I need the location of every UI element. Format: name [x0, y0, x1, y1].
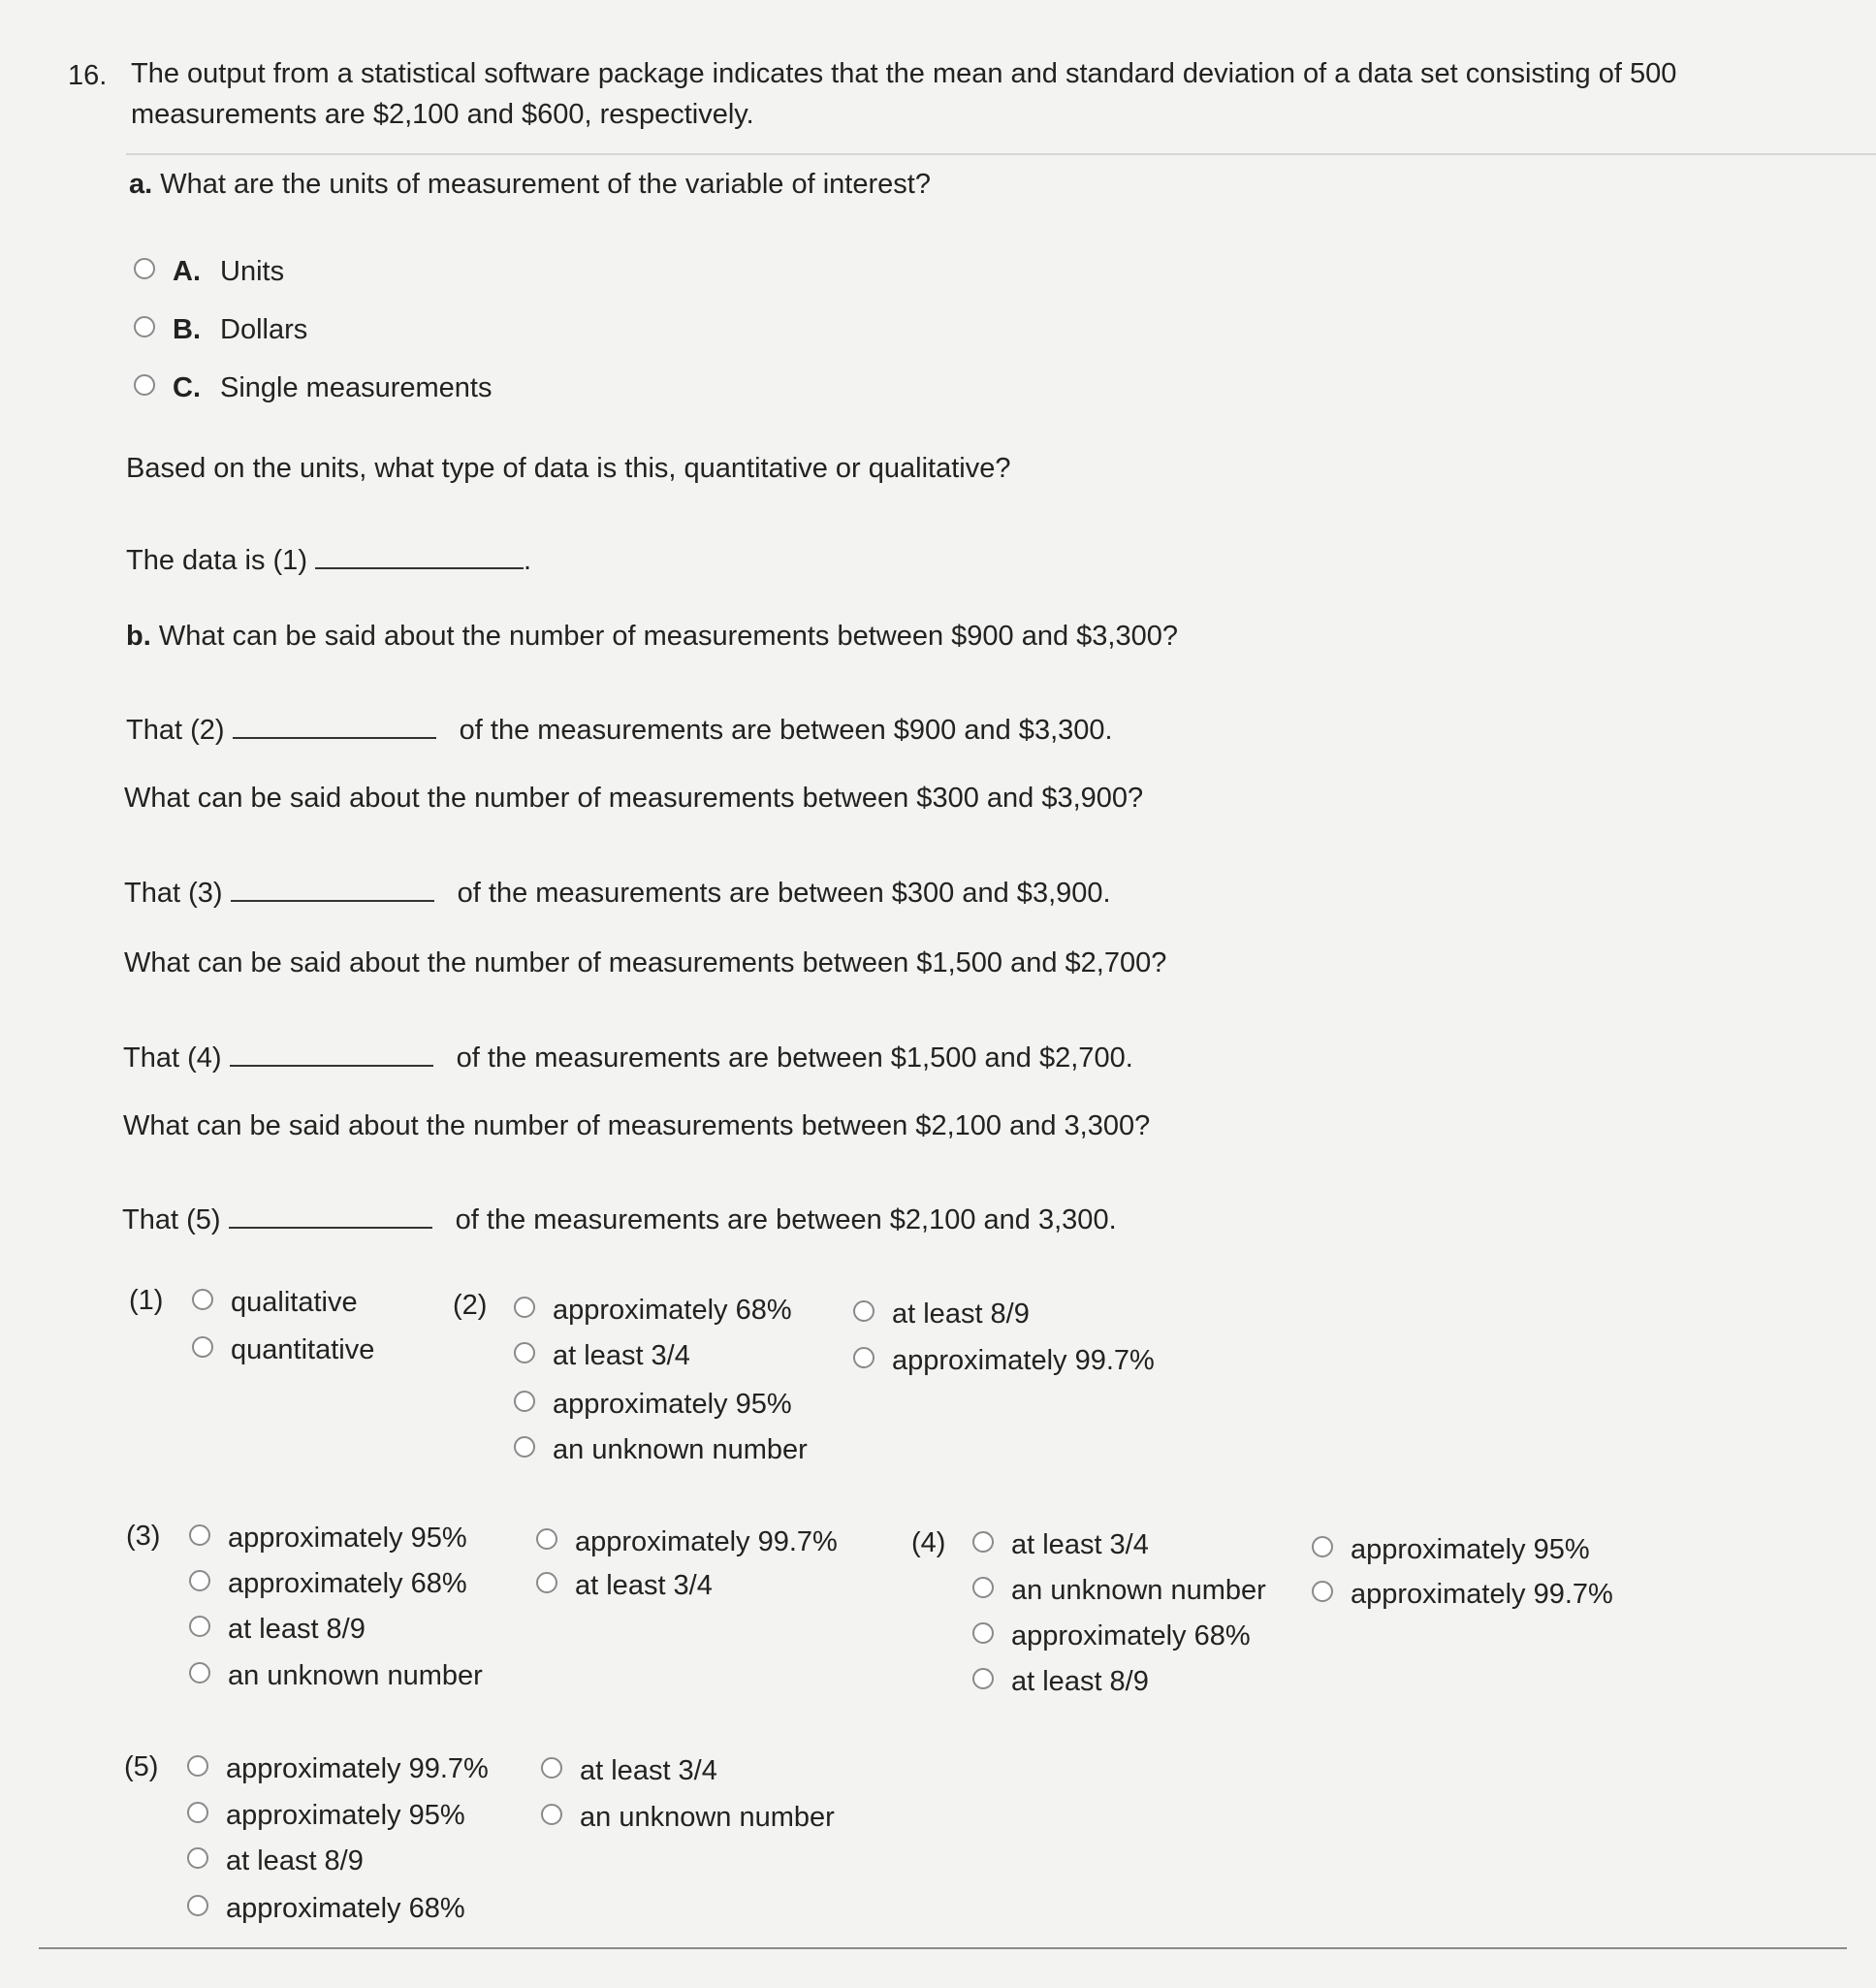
part-a-prompt: [129, 167, 931, 202]
radio-circle-icon[interactable]: [187, 1895, 208, 1916]
radio-circle-icon[interactable]: [134, 374, 155, 396]
choice-4-opt[interactable]: [972, 1619, 1251, 1653]
choice-3-opt[interactable]: [189, 1521, 467, 1555]
radio-circle-icon[interactable]: [134, 258, 155, 279]
choice-text: approximately 68%: [226, 1893, 465, 1924]
part-a-followup: Based on the units, what type of data is this, quantitative or qualitative?: [126, 453, 1011, 484]
choice-text: at least 8/9: [226, 1845, 364, 1876]
choice-text: at least 3/4: [553, 1340, 690, 1371]
choice-2-opt[interactable]: [514, 1338, 690, 1373]
radio-circle-icon[interactable]: [187, 1755, 208, 1777]
header-divider: [126, 153, 1876, 155]
choice-text: an unknown number: [1011, 1575, 1266, 1606]
blank-4-suffix: of the measurements are between $1,500 and $2,700.: [456, 1042, 1133, 1074]
radio-circle-icon[interactable]: [1312, 1536, 1333, 1557]
question-range-1500-2700: What can be said about the number of measurements between $1,500 and $2,700?: [124, 947, 1167, 978]
choice-text: at least 8/9: [228, 1614, 366, 1645]
blank-5-line: [122, 1202, 1117, 1237]
choice-text: at least 3/4: [575, 1570, 713, 1601]
choice-text: approximately 68%: [1011, 1620, 1251, 1651]
choice-text: approximately 95%: [228, 1523, 467, 1554]
choice-text: approximately 99.7%: [892, 1345, 1155, 1376]
choice-2-opt[interactable]: [514, 1432, 808, 1467]
option-text: Dollars: [220, 314, 308, 345]
radio-circle-icon[interactable]: [972, 1531, 994, 1553]
radio-circle-icon[interactable]: [514, 1391, 535, 1412]
choice-2-opt[interactable]: [514, 1293, 792, 1328]
choice-5-opt[interactable]: [187, 1751, 489, 1786]
radio-circle-icon[interactable]: [189, 1570, 210, 1591]
radio-circle-icon[interactable]: [972, 1668, 994, 1689]
choice-5-opt[interactable]: [187, 1891, 465, 1926]
choice-text: at least 8/9: [1011, 1666, 1149, 1697]
choice-text: an unknown number: [553, 1434, 808, 1465]
radio-circle-icon[interactable]: [514, 1436, 535, 1458]
blank-3-suffix: of the measurements are between $300 and $3,900.: [457, 878, 1111, 909]
choice-text: approximately 68%: [553, 1295, 792, 1326]
radio-circle-icon[interactable]: [972, 1622, 994, 1644]
choice-text: approximately 99.7%: [1351, 1579, 1613, 1610]
choice-text: approximately 95%: [1351, 1534, 1590, 1565]
choice-text: approximately 95%: [553, 1389, 792, 1420]
blank-2-prefix: That (2): [126, 715, 225, 746]
part-a-label: a.: [129, 169, 153, 200]
choice-text: approximately 95%: [226, 1800, 465, 1831]
radio-circle-icon[interactable]: [514, 1297, 535, 1318]
radio-circle-icon[interactable]: [189, 1616, 210, 1637]
option-c[interactable]: [134, 370, 492, 405]
choice-3-opt[interactable]: [536, 1568, 713, 1603]
choice-3-opt[interactable]: [189, 1566, 467, 1601]
radio-circle-icon[interactable]: [192, 1336, 213, 1358]
choice-4-opt[interactable]: [972, 1527, 1149, 1562]
choice-text: at least 8/9: [892, 1299, 1030, 1330]
blank-2-suffix: of the measurements are between $900 and $3,300.: [459, 715, 1113, 746]
choice-group-1-label: (1): [129, 1285, 164, 1316]
option-letter: A.: [173, 256, 201, 287]
blank-5[interactable]: [229, 1203, 432, 1229]
choice-text: approximately 68%: [228, 1568, 467, 1599]
choice-1-quantitative[interactable]: [192, 1332, 374, 1367]
choice-4-opt[interactable]: [972, 1573, 1266, 1608]
choice-3-opt[interactable]: [189, 1612, 366, 1647]
part-b-prompt: [126, 619, 1178, 654]
choice-text: an unknown number: [228, 1660, 483, 1691]
blank-3-prefix: That (3): [124, 878, 223, 909]
radio-circle-icon[interactable]: [134, 316, 155, 337]
blank-5-prefix: That (5): [122, 1204, 221, 1235]
choice-5-opt[interactable]: [541, 1753, 717, 1788]
radio-circle-icon[interactable]: [189, 1524, 210, 1546]
option-b[interactable]: [134, 312, 307, 347]
radio-circle-icon[interactable]: [189, 1662, 210, 1683]
bottom-divider: [39, 1947, 1847, 1949]
part-a-question: What are the units of measurement of the variable of interest?: [160, 169, 931, 200]
radio-circle-icon[interactable]: [853, 1300, 874, 1322]
blank-4-prefix: That (4): [123, 1042, 222, 1074]
radio-circle-icon[interactable]: [187, 1847, 208, 1869]
option-letter: C.: [173, 372, 201, 403]
option-text: Single measurements: [220, 372, 493, 403]
blank-2[interactable]: [233, 714, 436, 739]
choice-text: at least 3/4: [580, 1755, 717, 1786]
choice-2-opt[interactable]: [853, 1297, 1030, 1331]
question-stem-line1: The output from a statistical software package indicates that the mean and standard deviation of a data set consisting of 500: [131, 58, 1677, 89]
blank-3-line: [124, 876, 1111, 911]
choice-text: qualitative: [231, 1287, 358, 1318]
option-letter: B.: [173, 314, 201, 345]
choice-group-2-label: (2): [453, 1290, 488, 1321]
choice-group-3-label: (3): [126, 1521, 161, 1552]
radio-circle-icon[interactable]: [853, 1347, 874, 1368]
choice-4-opt[interactable]: [972, 1664, 1149, 1699]
blank-4[interactable]: [230, 1042, 433, 1067]
radio-circle-icon[interactable]: [192, 1289, 213, 1310]
blank-4-line: [123, 1041, 1133, 1075]
choice-2-opt[interactable]: [853, 1343, 1155, 1378]
blank-1[interactable]: [315, 544, 524, 569]
choice-5-opt[interactable]: [187, 1798, 465, 1833]
choice-1-qualitative[interactable]: [192, 1285, 358, 1320]
part-b-label: b.: [126, 621, 151, 652]
question-range-2100-3300: What can be said about the number of measurements between $2,100 and 3,300?: [123, 1110, 1151, 1141]
blank-1-suffix: .: [524, 545, 532, 576]
choice-text: approximately 99.7%: [226, 1753, 489, 1784]
radio-circle-icon[interactable]: [187, 1802, 208, 1823]
question-range-300-3900: What can be said about the number of measurements between $300 and $3,900?: [124, 783, 1144, 814]
choice-5-opt[interactable]: [541, 1800, 835, 1835]
radio-circle-icon[interactable]: [536, 1572, 557, 1593]
option-a[interactable]: [134, 254, 284, 289]
question-number: 16.: [68, 60, 108, 91]
option-text: Units: [220, 256, 285, 287]
radio-circle-icon[interactable]: [1312, 1581, 1333, 1602]
radio-circle-icon[interactable]: [514, 1342, 535, 1363]
blank-2-line: [126, 713, 1113, 748]
choice-text: quantitative: [231, 1334, 375, 1365]
blank-3[interactable]: [231, 877, 434, 902]
choice-5-opt[interactable]: [187, 1844, 364, 1878]
choice-4-opt[interactable]: [1312, 1532, 1590, 1567]
radio-circle-icon[interactable]: [541, 1804, 562, 1825]
part-b-question: What can be said about the number of measurements between $900 and $3,300?: [158, 621, 1178, 652]
choice-3-opt[interactable]: [536, 1524, 838, 1559]
blank-5-suffix: of the measurements are between $2,100 and 3,300.: [455, 1204, 1117, 1235]
radio-circle-icon[interactable]: [541, 1757, 562, 1779]
choice-text: approximately 99.7%: [575, 1526, 838, 1557]
blank-1-prefix: The data is (1): [126, 545, 307, 576]
choice-2-opt[interactable]: [514, 1387, 792, 1422]
choice-3-opt[interactable]: [189, 1658, 483, 1693]
radio-circle-icon[interactable]: [536, 1528, 557, 1550]
blank-1-line: [126, 543, 531, 578]
question-stem-line2: measurements are $2,100 and $600, respectively.: [131, 99, 754, 130]
radio-circle-icon[interactable]: [972, 1577, 994, 1598]
choice-4-opt[interactable]: [1312, 1577, 1613, 1612]
choice-group-5-label: (5): [124, 1751, 159, 1782]
choice-text: at least 3/4: [1011, 1529, 1149, 1560]
choice-text: an unknown number: [580, 1802, 835, 1833]
choice-group-4-label: (4): [911, 1527, 946, 1558]
